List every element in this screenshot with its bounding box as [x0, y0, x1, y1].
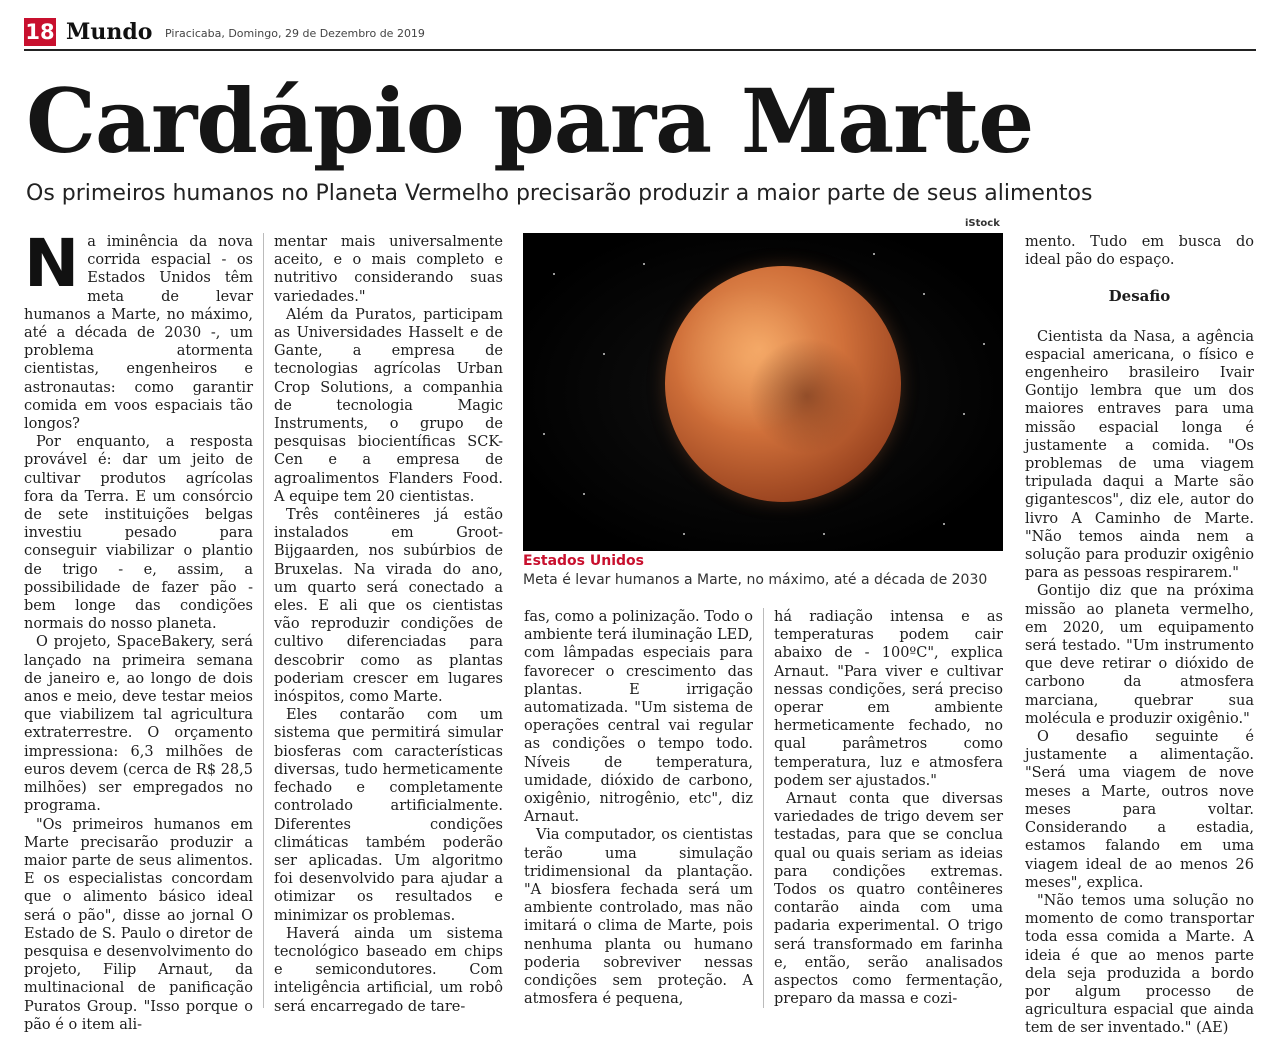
- column-4: [774, 608, 1003, 1013]
- star: [603, 353, 605, 355]
- paragraph-1: [24, 225, 253, 433]
- dateline: Piracicaba, Domingo, 29 de Dezembro de 2019: [165, 27, 425, 40]
- paragraph: "Os primeiros humanos em Marte precisarão produzir a maior parte de seus alimentos. E os especialistas concordam que o alimento básico ideal será o pão", disse ao jornal O Estado de S. Paulo o diretor de pesquisa e desenvolvimento do projeto, Filip Arnaut, da multinacional de panificação Puratos Group. "Isso porque o pão é o item ali-: [24, 816, 253, 1033]
- paragraph: Três contêineres já estão instalados em Groot-Bijgaarden, nos subúrbios de Bruxelas. Na virada do ano, um quarto será conectado a eles. E ali que os cientistas vão reproduzir condições de cultivo diferenciadas para descobrir como as plantas poderiam crescer em lugares inóspitos, como Marte.: [274, 507, 503, 706]
- star: [873, 253, 875, 255]
- mars-photo: [523, 233, 1003, 551]
- star: [823, 533, 825, 535]
- star: [643, 263, 645, 265]
- paragraph: O projeto, SpaceBakery, será lançado na primeira semana de janeiro e, ao longo de dois anos e meio, deve testar meios que viabilizem tal agricultura extraterrestre. O orçamento impressiona: 6,3 milhões de euros devem (cerca de R$ 28,5 milhões) ser empregados no programa.: [24, 634, 253, 815]
- column-divider: [763, 608, 764, 1008]
- caption-text: Meta é levar humanos a Marte, no máximo, até a década de 2030: [523, 572, 988, 588]
- subheadline: Os primeiros humanos no Planeta Vermelho precisarão produzir a maior parte de seus alimentos: [26, 181, 1093, 206]
- paragraph: Cientista da Nasa, a agência espacial americana, o físico e engenheiro brasileiro Ivair Gontijo lembra que um dos maiores entraves para uma missão espacial longa é justamente a comida. "Os problemas de uma viagem tripulada daqui a Marte são gigantescos", diz ele, autor do livro A Caminho de Marte. "Não temos ainda nem a solução para produzir oxigênio para as pessoas respirarem.": [1025, 328, 1254, 582]
- paragraph: Gontijo diz que na próxima missão ao planeta vermelho, em 2020, um equipamento será testado. "Um instrumento que deve retirar o dióxido de carbono da atmosfera marciana, quebrar sua molécula e produzir oxigênio.": [1025, 583, 1254, 727]
- paragraph: Haverá ainda um sistema tecnológico baseado em chips e semicondutores. Com inteligência artificial, um robô será encarregado de tare-: [274, 925, 503, 1015]
- star: [553, 273, 555, 275]
- caption-title: Estados Unidos: [523, 553, 644, 569]
- section-name: Mundo: [66, 19, 153, 45]
- column-5: [1025, 233, 1254, 1037]
- star: [983, 343, 985, 345]
- paragraph: mentar mais universalmente aceito, e o mais completo e nutritivo considerando suas variedades.": [274, 234, 503, 305]
- column-3: [524, 608, 753, 1013]
- paragraph-1-text: a iminência da nova corrida espacial - os Estados Unidos têm meta de levar humanos a Marte, no máximo, até a década de 2030 -, um problema atormenta cientistas, engenheiros e astronautas: como garantir comida em voos espaciais tão longos?: [24, 234, 253, 433]
- column-1: [24, 225, 253, 1033]
- paragraph: fas, como a polinização. Todo o ambiente terá iluminação LED, com lâmpadas especiais para favorecer o crescimento das plantas. E irrigação automatizada. "Um sistema de operações central vai regular as condições o tempo todo. Níveis de temperatura, umidade, dióxido de carbono, oxigênio, nitrogênio, etc", diz Arnaut.: [524, 609, 753, 826]
- headline: Cardápio para Marte: [26, 69, 1034, 173]
- paragraph: Arnaut conta que diversas variedades de trigo devem ser testadas, para que se conclua qual ou quais seriam as ideias para condições extremas. Todos os quatro contêineres contarão ainda com uma padaria experimental. O trigo será transformado em farinha e, então, serão analisados aspectos como fermentação, preparo da massa e cozi-: [774, 791, 1003, 1008]
- page-header: [24, 18, 1256, 48]
- column-divider: [263, 233, 264, 1008]
- paragraph: Por enquanto, a resposta provável é: dar um jeito de cultivar produtos agrícolas fora da Terra. E um consórcio de sete instituições belgas investiu pesado para conseguir viabilizar o plantio de trigo - e, assim, a possibilidade de fazer pão - bem longe das condições normais do nosso planeta.: [24, 434, 253, 633]
- paragraph: há radiação intensa e as temperaturas podem cair abaixo de - 100ºC", explica Arnaut. "Para viver e cultivar nessas condições, será preciso operar em ambiente hermeticamente fechado, no qual parâmetros como temperatura, luz e atmosfera podem ser ajustados.": [774, 609, 1003, 789]
- section-subtitle: Desafio: [1108, 287, 1171, 306]
- star: [923, 293, 925, 295]
- page-number: 18: [25, 20, 55, 44]
- star: [963, 413, 965, 415]
- drop-cap: N: [24, 225, 80, 302]
- mars-planet: [665, 266, 901, 502]
- header-rule: [24, 49, 1256, 51]
- paragraph: Além da Puratos, participam as Universidades Hasselt e de Gante, a empresa de tecnologias agrícolas Urban Crop Solutions, a companhia de tecnologia Magic Instruments, o grupo de pesquisas biocientíficas SCK-Cen e a empresa de agroalimentos Flanders Food. A equipe tem 20 cientistas.: [274, 306, 503, 505]
- column-2: [274, 233, 503, 1013]
- star: [683, 533, 685, 535]
- star: [583, 493, 585, 495]
- star: [943, 523, 945, 525]
- paragraph: Eles contarão com um sistema que permitirá simular biosferas com características diversas, tudo hermeticamente fechado e completamente controlado artificialmente. Diferentes condições climáticas também poderão ser aplicadas. Um algoritmo foi desenvolvido para ajudar a otimizar os resultados e minimizar os problemas.: [274, 707, 503, 924]
- paragraph: mento. Tudo em busca do ideal pão do espaço.: [1025, 234, 1254, 269]
- paragraph: O desafio seguinte é justamente a alimentação. "Será uma viagem de nove meses a Marte, outros nove meses para voltar. Considerando a estadia, estamos falando em uma viagem ideal de ao menos 26 meses", explica.: [1025, 729, 1254, 891]
- paragraph: "Não temos uma solução no momento de como transportar toda essa comida a Marte. A ideia é que ao menos parte dela seja produzida a bordo por algum processo de agricultura espacial que ainda tem de ser inventado." (AE): [1025, 892, 1254, 1037]
- photo-credit: iStock: [965, 218, 1000, 229]
- paragraph: Via computador, os cientistas terão uma simulação tridimensional da plantação. "A biosfera fechada será um ambiente controlado, mas não imitará o clima de Marte, pois nenhuma planta ou humano poderia sobreviver nessas condições sem proteção. A atmosfera é pequena,: [524, 827, 753, 1008]
- star: [543, 433, 545, 435]
